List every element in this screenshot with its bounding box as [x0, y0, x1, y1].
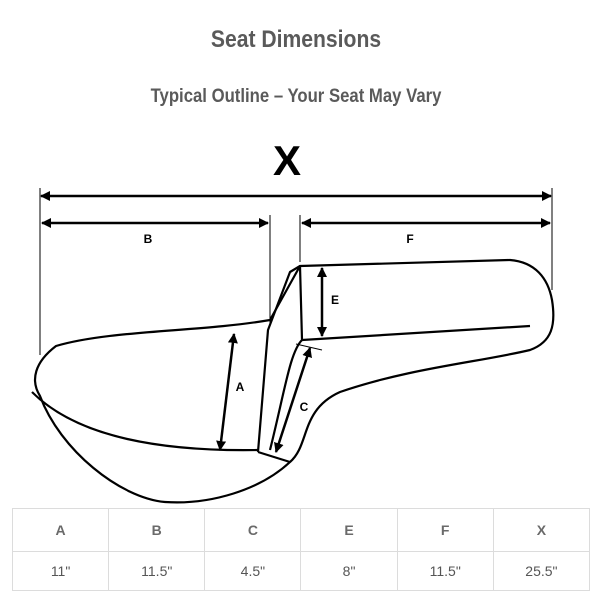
table-cell: 11"	[13, 552, 109, 591]
label-e: E	[330, 293, 340, 307]
table-cell: 11.5"	[109, 552, 205, 591]
dimension-f	[300, 215, 550, 262]
table-row	[13, 552, 590, 591]
dimension-b	[42, 215, 270, 325]
label-x: X	[272, 137, 302, 184]
label-b: B	[143, 232, 153, 246]
table-header-row	[13, 509, 590, 552]
seat-outline	[32, 260, 553, 502]
label-f: F	[406, 232, 414, 246]
dimensions-table	[12, 508, 590, 591]
table-header-cell: X	[493, 509, 589, 552]
table-cell: 4.5"	[205, 552, 301, 591]
table-cell: 25.5"	[493, 552, 589, 591]
page-subtitle: Typical Outline – Your Seat May Vary	[150, 86, 442, 107]
table-header-cell: E	[301, 509, 397, 552]
label-a: A	[235, 380, 245, 394]
table-header-cell: B	[109, 509, 205, 552]
table-header-cell: C	[205, 509, 301, 552]
label-c: C	[299, 400, 309, 414]
dimension-a	[220, 334, 234, 450]
table-cell: 11.5"	[397, 552, 493, 591]
table-header-cell: F	[397, 509, 493, 552]
page-title: Seat Dimensions	[210, 26, 382, 53]
table-cell: 8"	[301, 552, 397, 591]
table-header-cell: A	[13, 509, 109, 552]
